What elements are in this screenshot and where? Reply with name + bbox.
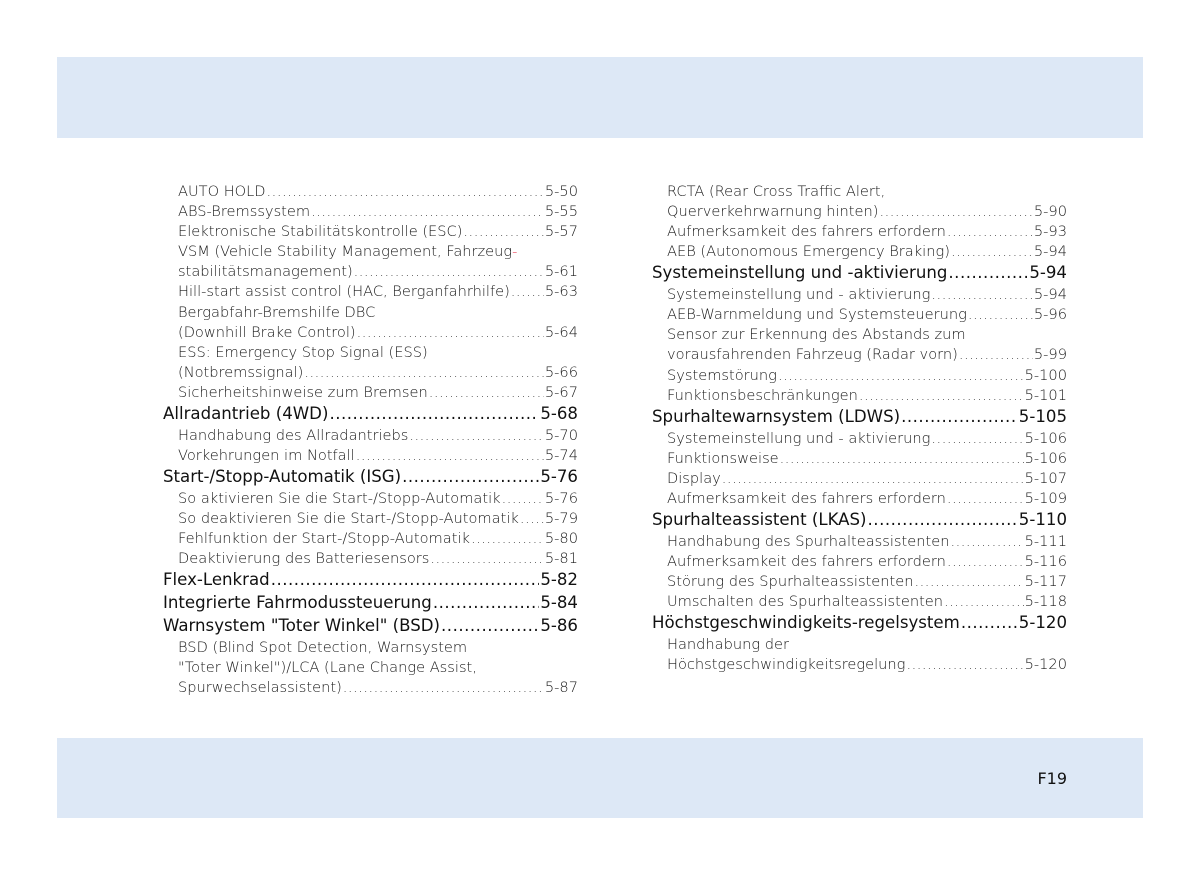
toc-entry-title: RCTA (Rear Cross Traffic Alert, [667, 183, 886, 200]
toc-page-number: 5-79 [544, 509, 578, 527]
toc-section-entry[interactable] [652, 612, 1067, 635]
toc-entry[interactable] [652, 285, 1067, 305]
toc-entry[interactable] [652, 572, 1067, 592]
toc-entry[interactable] [163, 529, 578, 549]
dot-leader [502, 489, 544, 509]
toc-entry[interactable] [163, 202, 578, 222]
dot-leader [951, 242, 1033, 262]
toc-entry-title: Fehlfunktion der Start-/Stopp-Automatik [178, 530, 470, 547]
toc-entry-title: Display [667, 469, 721, 487]
dot-leader [947, 552, 1024, 572]
toc-entry[interactable] [163, 678, 578, 698]
toc-entry-title: AEB-Warnmeldung und Systemsteuerung [667, 306, 967, 324]
dot-leader [901, 406, 1018, 429]
toc-page-number: 5-111 [1024, 532, 1067, 550]
page-number: F19 [1037, 769, 1067, 788]
dot-leader [906, 655, 1023, 675]
dot-leader [357, 323, 544, 343]
toc-entry-title: Warnsystem "Toter Winkel" (BSD) [163, 615, 441, 635]
toc-page-number: 5-94 [1033, 286, 1067, 304]
toc-page-number: 5-120 [1018, 613, 1067, 633]
toc-page-number: 5-84 [540, 592, 578, 612]
toc-page-number: 5-70 [544, 426, 578, 444]
toc-page-number: 5-68 [540, 404, 578, 424]
toc-entry[interactable] [652, 449, 1067, 469]
toc-page-number: 5-96 [1033, 306, 1067, 324]
toc-entry-title: Querverkehrwarnung hinten) [667, 203, 879, 221]
toc-section-entry[interactable] [163, 466, 578, 489]
toc-entry-title: Start-/Stopp-Automatik (ISG) [163, 467, 402, 487]
dot-leader [947, 489, 1024, 509]
toc-page-number: 5-87 [544, 678, 578, 696]
toc-entry-title: Funktionsweise [667, 449, 779, 467]
dot-leader [430, 549, 544, 569]
toc-entry-title: Hill-start assist control (HAC, Berganfahrhilfe) [178, 283, 510, 301]
toc-entry-title: Integrierte Fahrmodussteuerung [163, 592, 432, 612]
toc-entry-title: ESS: Emergency Stop Signal (ESS) [178, 343, 428, 361]
toc-page-number: 5-66 [544, 363, 578, 381]
toc-page-number: 5-81 [544, 550, 578, 568]
toc-page-number: 5-105 [1018, 406, 1067, 426]
toc-entry[interactable] [163, 549, 578, 569]
toc-page-number: 5-110 [1018, 509, 1067, 529]
toc-entry-title: Störung des Spurhalteassistenten [667, 572, 914, 590]
toc-entry-title: Vorkehrungen im Notfall [178, 446, 355, 464]
toc-entry[interactable] [652, 469, 1067, 489]
toc-entry[interactable] [163, 638, 578, 658]
toc-entry-title: (Downhill Brake Control) [178, 323, 356, 341]
toc-page-number: 5-94 [1029, 263, 1067, 283]
toc-page-number: 5-57 [544, 223, 578, 241]
toc-page-number: 5-101 [1024, 386, 1067, 404]
dot-leader [520, 509, 544, 529]
toc-entry[interactable] [652, 429, 1067, 449]
toc-column-right [652, 182, 1067, 675]
dot-leader [343, 678, 544, 698]
toc-entry[interactable] [652, 202, 1067, 222]
dot-leader [944, 592, 1024, 612]
dot-leader [409, 426, 543, 446]
toc-page-number: 5-106 [1024, 449, 1067, 467]
toc-page-number: 5-63 [544, 283, 578, 301]
toc-section-entry[interactable] [652, 262, 1067, 285]
toc-page-number: 5-86 [540, 615, 578, 635]
toc-entry[interactable] [652, 222, 1067, 242]
toc-section-entry[interactable] [163, 592, 578, 615]
toc-entry-title: Systemstörung [667, 366, 777, 384]
toc-entry[interactable] [163, 222, 578, 242]
toc-entry[interactable] [652, 552, 1067, 572]
toc-entry-title: ABS-Bremssystem [178, 203, 311, 221]
toc-page-number: 5-64 [544, 323, 578, 341]
toc-entry-title: So deaktivieren Sie die Start-/Stopp-Automatik [178, 509, 519, 527]
toc-entry-title: Handhabung der [667, 635, 790, 653]
dot-leader [511, 282, 544, 302]
toc-entry-title: "Toter Winkel")/LCA (Lane Change Assist, [178, 658, 477, 676]
toc-entry-title: Aufmerksamkeit des fahrers erfordern [667, 552, 946, 570]
toc-entry[interactable] [163, 489, 578, 509]
toc-entry-title: Aufmerksamkeit des fahrers erfordern [667, 489, 946, 507]
dot-leader [433, 592, 539, 615]
dot-leader [961, 612, 1018, 635]
dot-leader [271, 569, 540, 592]
toc-entry-title: vorausfahrenden Fahrzeug (Radar vorn) [667, 346, 958, 364]
toc-entry-title: Allradantrieb (4WD) [163, 404, 329, 424]
toc-entry-title: Systemeinstellung und -aktivierung [652, 263, 948, 283]
toc-page-number: 5-106 [1024, 429, 1067, 447]
toc-page-number: 5-99 [1033, 346, 1067, 364]
toc-entry[interactable] [163, 262, 578, 282]
toc-entry[interactable] [163, 509, 578, 529]
toc-entry[interactable] [652, 489, 1067, 509]
toc-entry-title: Spurwechselassistent) [178, 678, 342, 696]
toc-entry-title: Handhabung des Allradantriebs [178, 426, 409, 444]
toc-entry[interactable] [163, 242, 578, 262]
toc-entry[interactable] [163, 282, 578, 302]
toc-page-number: 5-76 [544, 489, 578, 507]
toc-entry[interactable] [163, 383, 578, 403]
toc-entry[interactable] [163, 363, 578, 383]
toc-entry[interactable] [163, 182, 578, 202]
toc-entry-title: Spurhalteassistent (LKAS) [652, 509, 867, 529]
toc-entry-title: Aufmerksamkeit des fahrers erfordern [667, 223, 946, 241]
dot-leader [402, 466, 539, 489]
toc-page-number: 5-120 [1024, 655, 1067, 673]
dot-leader [354, 262, 544, 282]
toc-entry-title: Funktionsbeschränkungen [667, 386, 858, 404]
toc-page-number: 5-100 [1024, 366, 1067, 384]
toc-entry[interactable] [652, 592, 1067, 612]
toc-page-number: 5-76 [540, 467, 578, 487]
toc-entry-title: Spurhaltewarnsystem (LDWS) [652, 406, 901, 426]
toc-page-number: 5-93 [1033, 223, 1067, 241]
dot-leader [441, 615, 539, 638]
toc-entry[interactable] [163, 343, 578, 363]
toc-column-left [163, 182, 578, 698]
toc-page-number: 5-94 [1033, 243, 1067, 261]
dot-leader [868, 509, 1018, 532]
toc-entry-title: Systemeinstellung und - aktivierung [667, 286, 931, 304]
dot-leader [950, 532, 1023, 552]
dot-leader [356, 446, 544, 466]
toc-entry[interactable] [652, 305, 1067, 325]
toc-page-number: 5-50 [544, 183, 578, 200]
dot-leader [304, 363, 544, 383]
dot-leader [311, 202, 544, 222]
dot-leader [329, 403, 539, 426]
toc-entry-title: Bergabfahr-Bremshilfe DBC [178, 303, 376, 321]
dot-leader [879, 202, 1032, 222]
toc-entry-title: (Notbremssignal) [178, 363, 304, 381]
toc-page-number: 5-118 [1024, 592, 1067, 610]
toc-section-entry[interactable] [163, 403, 578, 426]
toc-entry-title: So aktivieren Sie die Start-/Stopp-Automatik [178, 489, 501, 507]
toc-section-entry[interactable] [163, 569, 578, 592]
toc-page-number: 5-109 [1024, 489, 1067, 507]
toc-entry-title: VSM (Vehicle Stability Management, Fahrzeug [178, 243, 513, 261]
dot-leader [931, 285, 1032, 305]
toc-entry-title: Umschalten des Spurhalteassistenten [667, 592, 944, 610]
footer-band [57, 738, 1143, 818]
toc-section-entry[interactable] [652, 406, 1067, 429]
toc-page-number: 5-107 [1024, 469, 1067, 487]
toc-entry-title: AEB (Autonomous Emergency Braking) [667, 243, 950, 261]
dot-leader [914, 572, 1023, 592]
toc-entry-title: BSD (Blind Spot Detection, Warnsystem [178, 638, 468, 656]
dot-leader [267, 182, 544, 202]
toc-section-entry[interactable] [652, 509, 1067, 532]
toc-entry[interactable] [163, 303, 578, 323]
toc-entry[interactable] [652, 325, 1067, 345]
toc-page-number: 5-82 [540, 570, 578, 590]
toc-entry[interactable] [163, 658, 578, 678]
hyphenation-mark: - [512, 243, 518, 261]
toc-entry-title: AUTO HOLD [178, 183, 266, 200]
toc-page-number: 5-117 [1024, 572, 1067, 590]
dot-leader [471, 529, 544, 549]
dot-leader [859, 386, 1024, 406]
toc-entry-title: stabilitätsmanagement) [178, 263, 353, 281]
toc-page-number: 5-55 [544, 203, 578, 221]
toc-entry[interactable] [652, 635, 1067, 655]
dot-leader [968, 305, 1033, 325]
header-band [57, 57, 1143, 138]
toc-entry[interactable] [652, 242, 1067, 262]
toc-entry-title: Deaktivierung des Batteriesensors [178, 550, 430, 568]
toc-page-number: 5-67 [544, 383, 578, 401]
toc-entry[interactable] [652, 532, 1067, 552]
dot-leader [931, 429, 1023, 449]
toc-entry[interactable] [652, 386, 1067, 406]
toc-entry-title: Elektronische Stabilitätskontrolle (ESC) [178, 223, 463, 241]
dot-leader [947, 222, 1033, 242]
toc-entry[interactable] [652, 655, 1067, 675]
toc-entry-title: Höchstgeschwindigkeits-regelsystem [652, 613, 960, 633]
toc-section-entry[interactable] [163, 615, 578, 638]
toc-entry[interactable] [163, 323, 578, 343]
toc-page-number: 5-80 [544, 530, 578, 547]
toc-page-number: 5-116 [1024, 552, 1067, 570]
toc-entry-title: Sicherheitshinweise zum Bremsen [178, 383, 428, 401]
dot-leader [778, 366, 1024, 386]
toc-entry-title: Flex-Lenkrad [163, 570, 270, 590]
toc-entry-title: Höchstgeschwindigkeitsregelung [667, 655, 906, 673]
toc-page-number: 5-61 [544, 263, 578, 281]
toc-entry[interactable] [652, 182, 1067, 202]
toc-entry-title: Handhabung des Spurhalteassistenten [667, 532, 950, 550]
dot-leader [780, 449, 1024, 469]
dot-leader [948, 262, 1028, 285]
dot-leader [429, 383, 544, 403]
toc-entry-title: Sensor zur Erkennung des Abstands zum [667, 326, 966, 344]
dot-leader [959, 345, 1033, 365]
toc-entry[interactable] [652, 345, 1067, 365]
toc-entry-title: Systemeinstellung und - aktivierung [667, 429, 931, 447]
toc-page-number: 5-74 [544, 446, 578, 464]
toc-entry[interactable] [163, 426, 578, 446]
toc-entry[interactable] [652, 366, 1067, 386]
dot-leader [463, 222, 543, 242]
toc-page-number: 5-90 [1033, 203, 1067, 221]
toc-entry[interactable] [163, 446, 578, 466]
dot-leader [722, 469, 1024, 489]
